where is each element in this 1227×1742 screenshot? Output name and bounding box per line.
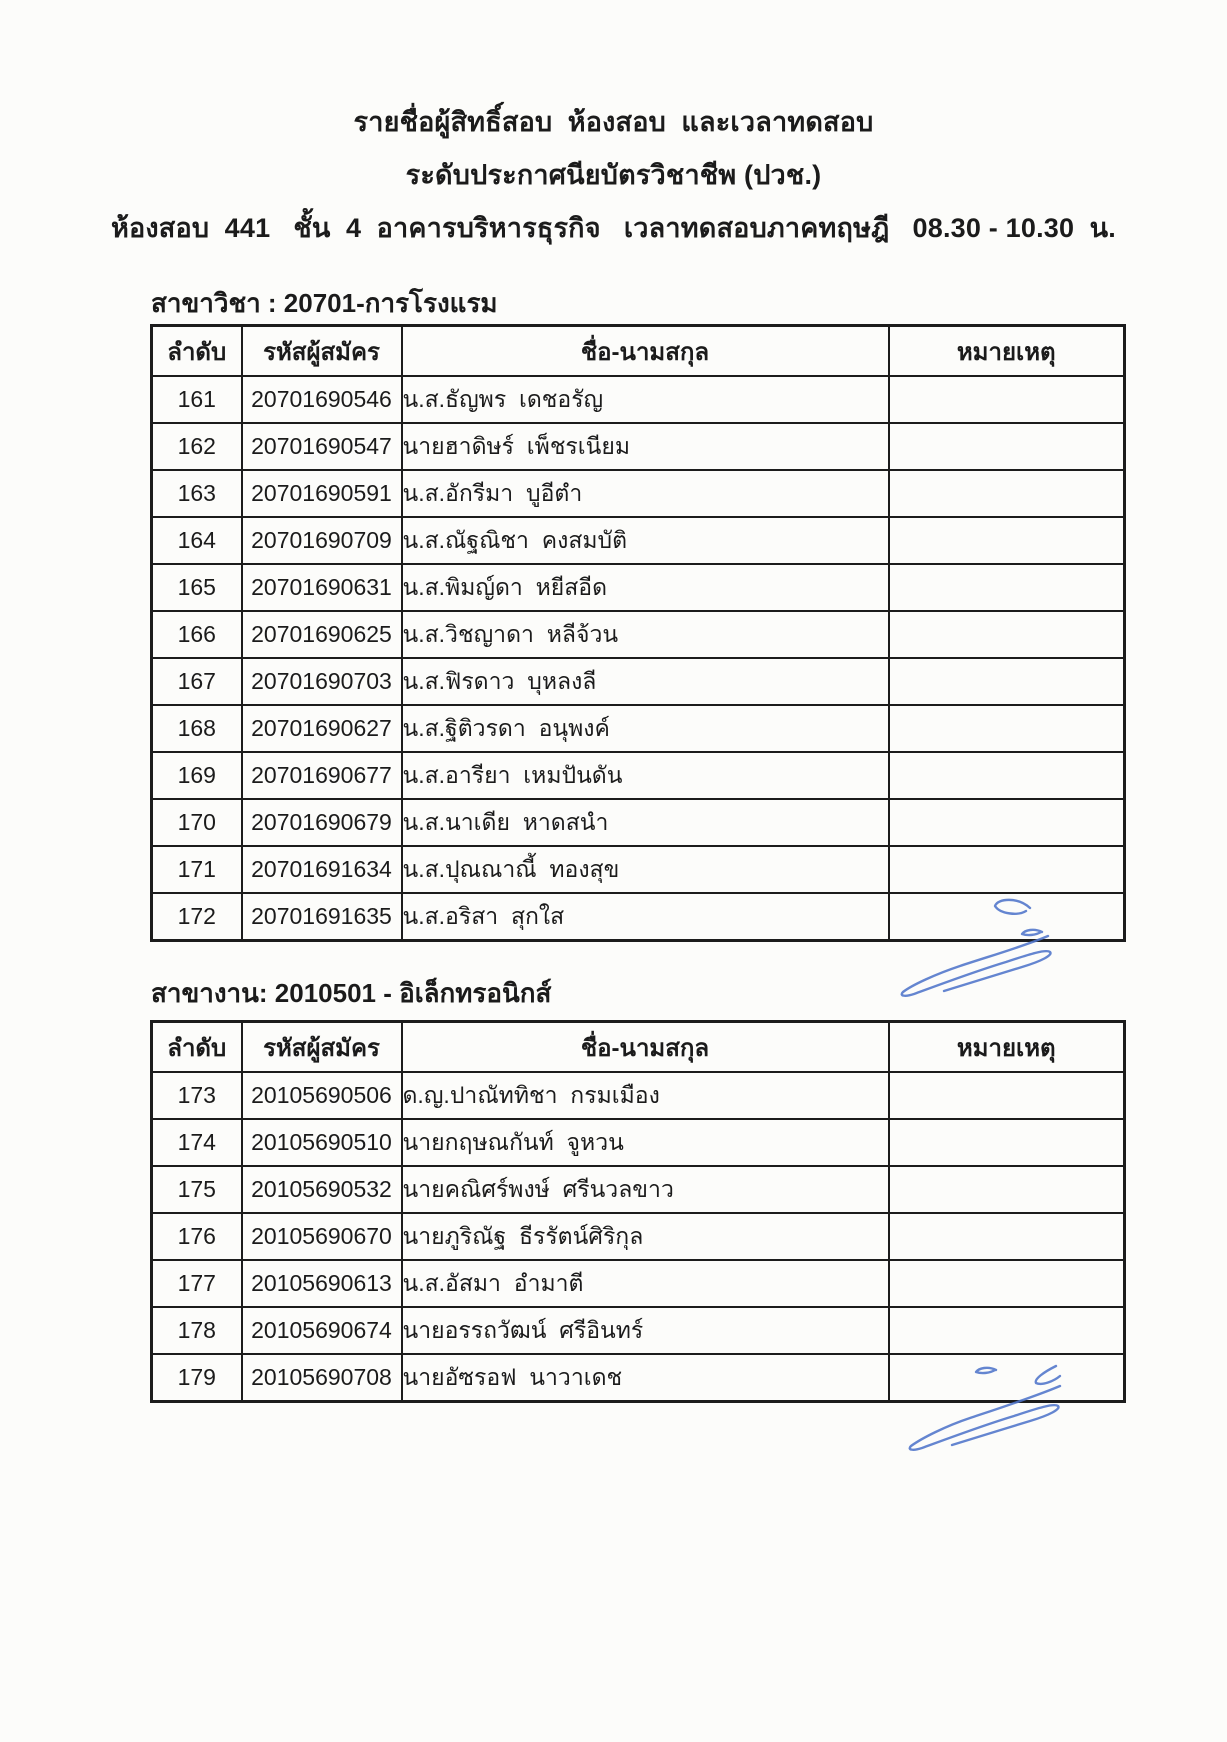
applicant-name-cell: ด.ญ.ปาณัททิชา กรมเมือง (402, 1072, 889, 1119)
order-number-cell: 175 (152, 1166, 242, 1213)
order-number-cell: 168 (152, 705, 242, 752)
remark-cell (889, 1072, 1125, 1119)
order-number-cell: 173 (152, 1072, 242, 1119)
order-number-cell: 174 (152, 1119, 242, 1166)
remark-cell (889, 1307, 1125, 1354)
order-number-cell: 164 (152, 517, 242, 564)
applicant-code-cell: 20105690670 (242, 1213, 402, 1260)
applicant-name-cell: น.ส.ฟิรดาว บุหลงลี (402, 658, 889, 705)
order-number-cell: 162 (152, 423, 242, 470)
table-row (152, 1354, 1125, 1402)
remark-cell (889, 893, 1125, 941)
applicant-name-cell: น.ส.ปุณณาณี้ ทองสุข (402, 846, 889, 893)
order-number-cell: 171 (152, 846, 242, 893)
remark-cell (889, 752, 1125, 799)
section-label-electronics-program: สาขางาน: 2010501 - อิเล็กทรอนิกส์ (151, 978, 552, 1008)
table-row (152, 423, 1125, 470)
remark-cell (889, 1260, 1125, 1307)
table-row (152, 517, 1125, 564)
applicant-name-cell: น.ส.อริสา สุกใส (402, 893, 889, 941)
applicant-name-cell: น.ส.อัสมา อำมาตี (402, 1260, 889, 1307)
remark-cell (889, 376, 1125, 423)
order-number-cell: 163 (152, 470, 242, 517)
remark-cell (889, 611, 1125, 658)
applicant-code-cell: 20105690613 (242, 1260, 402, 1307)
applicant-name-cell: น.ส.ฐิติวรดา อนุพงค์ (402, 705, 889, 752)
table-row (152, 564, 1125, 611)
column-header-order: ลำดับ (152, 326, 242, 377)
order-number-cell: 179 (152, 1354, 242, 1402)
table-row (152, 470, 1125, 517)
order-number-cell: 172 (152, 893, 242, 941)
table-row (152, 376, 1125, 423)
remark-cell (889, 799, 1125, 846)
table-row (152, 846, 1125, 893)
table-row (152, 752, 1125, 799)
applicant-code-cell: 20701690547 (242, 423, 402, 470)
order-number-cell: 169 (152, 752, 242, 799)
candidate-table-hotel (150, 324, 1126, 942)
applicant-code-cell: 20701690591 (242, 470, 402, 517)
table-header-row (152, 1022, 1125, 1073)
exam-room-info-line: ห้องสอบ 441 ชั้น 4 อาคารบริหารธุรกิจ เวลาทดสอบภาคทฤษฎี 08.30 - 10.30 น. (111, 213, 1116, 243)
table-row (152, 1072, 1125, 1119)
applicant-name-cell: น.ส.ณัฐณิชา คงสมบัติ (402, 517, 889, 564)
applicant-code-cell: 20701690625 (242, 611, 402, 658)
order-number-cell: 161 (152, 376, 242, 423)
applicant-code-cell: 20701690703 (242, 658, 402, 705)
order-number-cell: 170 (152, 799, 242, 846)
column-header-remark: หมายเหตุ (889, 326, 1125, 377)
remark-cell (889, 1213, 1125, 1260)
applicant-name-cell: นายอรรถวัฒน์ ศรีอินทร์ (402, 1307, 889, 1354)
applicant-code-cell: 20701690627 (242, 705, 402, 752)
column-header-applicant-code: รหัสผู้สมัคร (242, 326, 402, 377)
applicant-code-cell: 20701690709 (242, 517, 402, 564)
column-header-order: ลำดับ (152, 1022, 242, 1073)
table-row (152, 1213, 1125, 1260)
remark-cell (889, 1354, 1125, 1402)
document-title-line1: รายชื่อผู้สิทธิ์สอบ ห้องสอบ และเวลาทดสอบ (353, 107, 874, 137)
order-number-cell: 167 (152, 658, 242, 705)
column-header-name: ชื่อ-นามสกุล (402, 326, 889, 377)
applicant-code-cell: 20105690506 (242, 1072, 402, 1119)
remark-cell (889, 423, 1125, 470)
column-header-applicant-code: รหัสผู้สมัคร (242, 1022, 402, 1073)
applicant-name-cell: นายภูริณัฐ ธีรรัตน์ศิริกุล (402, 1213, 889, 1260)
applicant-code-cell: 20701691635 (242, 893, 402, 941)
table-header-row (152, 326, 1125, 377)
order-number-cell: 176 (152, 1213, 242, 1260)
applicant-name-cell: น.ส.นาเดีย หาดสนำ (402, 799, 889, 846)
applicant-name-cell: นายกฤษณกันท์ จูหวน (402, 1119, 889, 1166)
remark-cell (889, 1119, 1125, 1166)
applicant-code-cell: 20105690510 (242, 1119, 402, 1166)
candidate-table-electronics (150, 1020, 1126, 1403)
applicant-code-cell: 20701690546 (242, 376, 402, 423)
applicant-name-cell: น.ส.อารียา เหมปันดัน (402, 752, 889, 799)
order-number-cell: 166 (152, 611, 242, 658)
document-title-line2: ระดับประกาศนียบัตรวิชาชีพ (ปวช.) (405, 160, 822, 190)
applicant-code-cell: 20105690708 (242, 1354, 402, 1402)
remark-cell (889, 846, 1125, 893)
remark-cell (889, 705, 1125, 752)
table-row (152, 611, 1125, 658)
applicant-code-cell: 20701690677 (242, 752, 402, 799)
order-number-cell: 165 (152, 564, 242, 611)
remark-cell (889, 658, 1125, 705)
applicant-name-cell: น.ส.วิชญาดา หลีจ้วน (402, 611, 889, 658)
order-number-cell: 177 (152, 1260, 242, 1307)
table-row (152, 658, 1125, 705)
applicant-name-cell: น.ส.พิมญ์ดา หยีสอีด (402, 564, 889, 611)
applicant-code-cell: 20105690674 (242, 1307, 402, 1354)
applicant-name-cell: น.ส.ธัญพร เดชอรัญ (402, 376, 889, 423)
remark-cell (889, 517, 1125, 564)
table-row (152, 799, 1125, 846)
remark-cell (889, 564, 1125, 611)
table-row (152, 1307, 1125, 1354)
remark-cell (889, 470, 1125, 517)
applicant-name-cell: น.ส.อักรีมา บูอีตำ (402, 470, 889, 517)
remark-cell (889, 1166, 1125, 1213)
applicant-code-cell: 20701690679 (242, 799, 402, 846)
applicant-name-cell: นายคณิศร์พงษ์ ศรีนวลขาว (402, 1166, 889, 1213)
applicant-name-cell: นายอัซรอฟ นาวาเดช (402, 1354, 889, 1402)
applicant-code-cell: 20105690532 (242, 1166, 402, 1213)
column-header-remark: หมายเหตุ (889, 1022, 1125, 1073)
order-number-cell: 178 (152, 1307, 242, 1354)
applicant-name-cell: นายฮาดิษร์ เพ็ชรเนียม (402, 423, 889, 470)
applicant-code-cell: 20701691634 (242, 846, 402, 893)
applicant-code-cell: 20701690631 (242, 564, 402, 611)
table-row (152, 705, 1125, 752)
section-label-hotel-program: สาขาวิชา : 20701-การโรงแรม (151, 288, 498, 318)
table-row (152, 893, 1125, 941)
column-header-name: ชื่อ-นามสกุล (402, 1022, 889, 1073)
table-row (152, 1119, 1125, 1166)
table-row (152, 1166, 1125, 1213)
table-row (152, 1260, 1125, 1307)
